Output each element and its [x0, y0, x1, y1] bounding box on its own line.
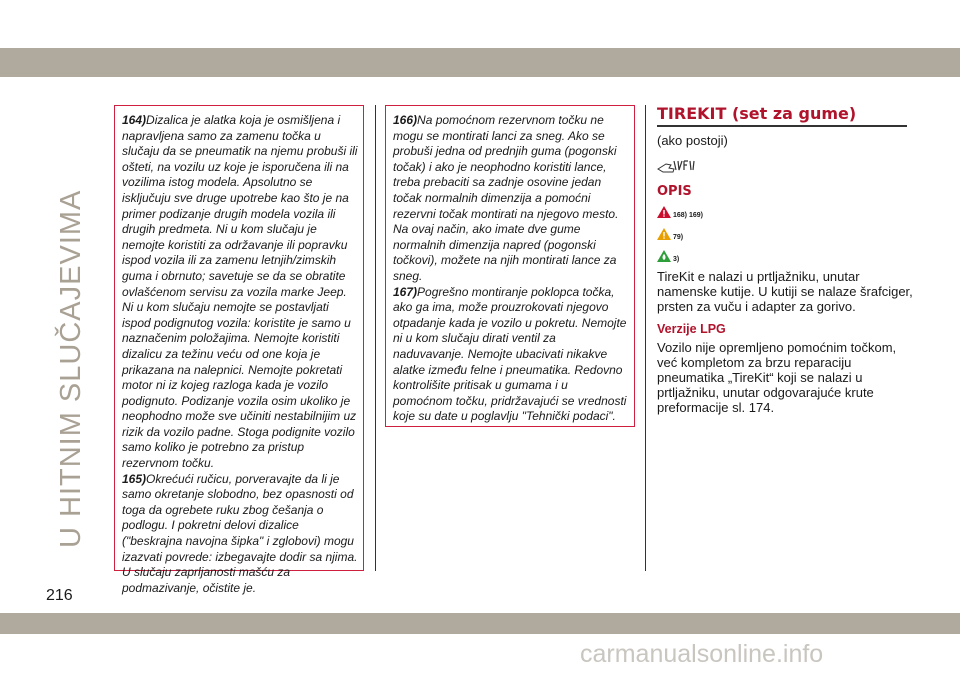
chapter-side-title — [52, 108, 92, 548]
tirekit-section — [657, 104, 917, 415]
lpg-heading: Verzije LPG — [657, 322, 726, 336]
column-divider — [375, 105, 376, 571]
warning-number: 167) — [393, 284, 418, 299]
warning-165 — [122, 472, 359, 597]
column-divider — [645, 105, 646, 571]
warning-triangle-orange-icon — [657, 228, 671, 240]
reference-row — [657, 203, 917, 221]
reference-row — [657, 247, 917, 265]
warning-number: 164) — [122, 113, 147, 127]
warning-box-1 — [114, 105, 364, 595]
section-title: TIREKIT (set za gume) — [657, 104, 907, 127]
warning-text: Okrećući ručicu, porveravajte da li je samo okretanje slobodno, bez opasnosti od toga da ogrebete ruku zbog češanja o podlogu. I pokretni delovi dizalice ("beskrajna navojna šipka" i zglobovi) mogu izazvati povrede: izbegavajte dodir sa njima. U slučaju zaprljanosti mašću za podmazivanje, očistite je. — [122, 471, 358, 595]
warning-164 — [122, 113, 359, 472]
warning-166 — [393, 113, 630, 285]
warning-167 — [393, 285, 630, 425]
header-band — [0, 48, 960, 77]
warning-text: Na pomoćnom rezervnom točku ne mogu se montirati lanci za sneg. Ako se probuši jedna od prednjih guma (pogonski točak) i ako je neophodno koristiti lance, treba prebaciti sa zadnje osovine jedan točak normalnih dimenzija a pomoćni rezervni točak montirati na njegovo mesto. Na ovaj način, ako imate dve gume normalnih dimenzija napred (pogonski točkovi), možete na njih montirati lance za sneg. — [393, 113, 619, 283]
opis-heading: OPIS — [657, 184, 692, 199]
reference-row — [657, 225, 917, 243]
chapter-title-text: U HITNIM SLUČAJEVIMA — [55, 189, 87, 548]
lpg-description: Vozilo nije opremljeno pomoćnim točkom, već kompletom za brzu reparaciju pneumatika „TireKit“ koji se nalazi u prtljažniku, unutar odgovarajuće krute preformacije sl. 174. — [657, 340, 897, 415]
reference-numbers: 3) — [673, 255, 680, 263]
watermark: carmanualsonline.info — [580, 640, 824, 668]
warning-box-2 — [385, 105, 635, 427]
warning-number: 166) — [393, 113, 418, 127]
reference-numbers: 79) — [673, 233, 684, 241]
options-hand-icon — [657, 158, 917, 174]
warning-text: Pogrešno montiranje poklopca točka, ako ga ima, može prouzrokovati njegovo otpadanje kada je vozilo u pokretu. Nemojte ni u kom slučaju dirati ventil za naduvavanje. Nemojte ubacivati nikakve alatke između felne i pneumatika. Redovno kontrolišite pritisak u gumama i u pomoćnom točku, pridržavajući se vrednosti koje su date u poglavlju "Tehnički podaci". — [393, 284, 627, 424]
reference-numbers: 168) 169) — [673, 211, 703, 219]
environment-leaf-icon — [657, 250, 671, 262]
warning-text: Dizalica je alatka koja je osmišljena i napravljena samo za zamenu točka u slučaju da se pneumatik na njemu probuši ili ošteti, na vozilu uz koje je isporučena ili na vozilima istog modela. Apsolutno se isključuju sve druge upotrebe kao što je na primer podizanje drugih modela vozila ili drugih predmeta. Ni u kom slučaju je nemojte koristiti za održavanje ili popravku ispod vozila ili za zamenu letnjih/zimskih guma i obrnuto; savetuje se da se obratite ovlašćenom servisu za vozila marke Jeep. Ni u kom slučaju nemojte se postavljati ispod podignutog vozila: koristite je samo u naznačenim položajima. Nemojte koristiti dizalicu za težinu veću od one koja je prikazana na nalepnici. Nemojte pokretati motor ni iz kojeg razloga kada je vozilo podignuto. Podizanje vozila osim ukoliko je neophodno može sve učiniti nestabilnijim uz rizik da vozilo padne. Stoga podignite vozilo samo koliko je potrebno za pristup rezervnom točku. — [122, 113, 358, 471]
section-subtitle: (ako postoji) — [657, 133, 728, 148]
tirekit-description: TireKit e nalazi u prtljažniku, unutar namenske kutije. U kutiji se nalaze šrafciger, prsten za vuču i adapter za gorivo. — [657, 269, 913, 314]
warning-triangle-red-icon — [657, 206, 671, 218]
warning-number: 165) — [122, 471, 147, 486]
page-number: 216 — [46, 587, 73, 604]
footer-band — [0, 613, 960, 634]
